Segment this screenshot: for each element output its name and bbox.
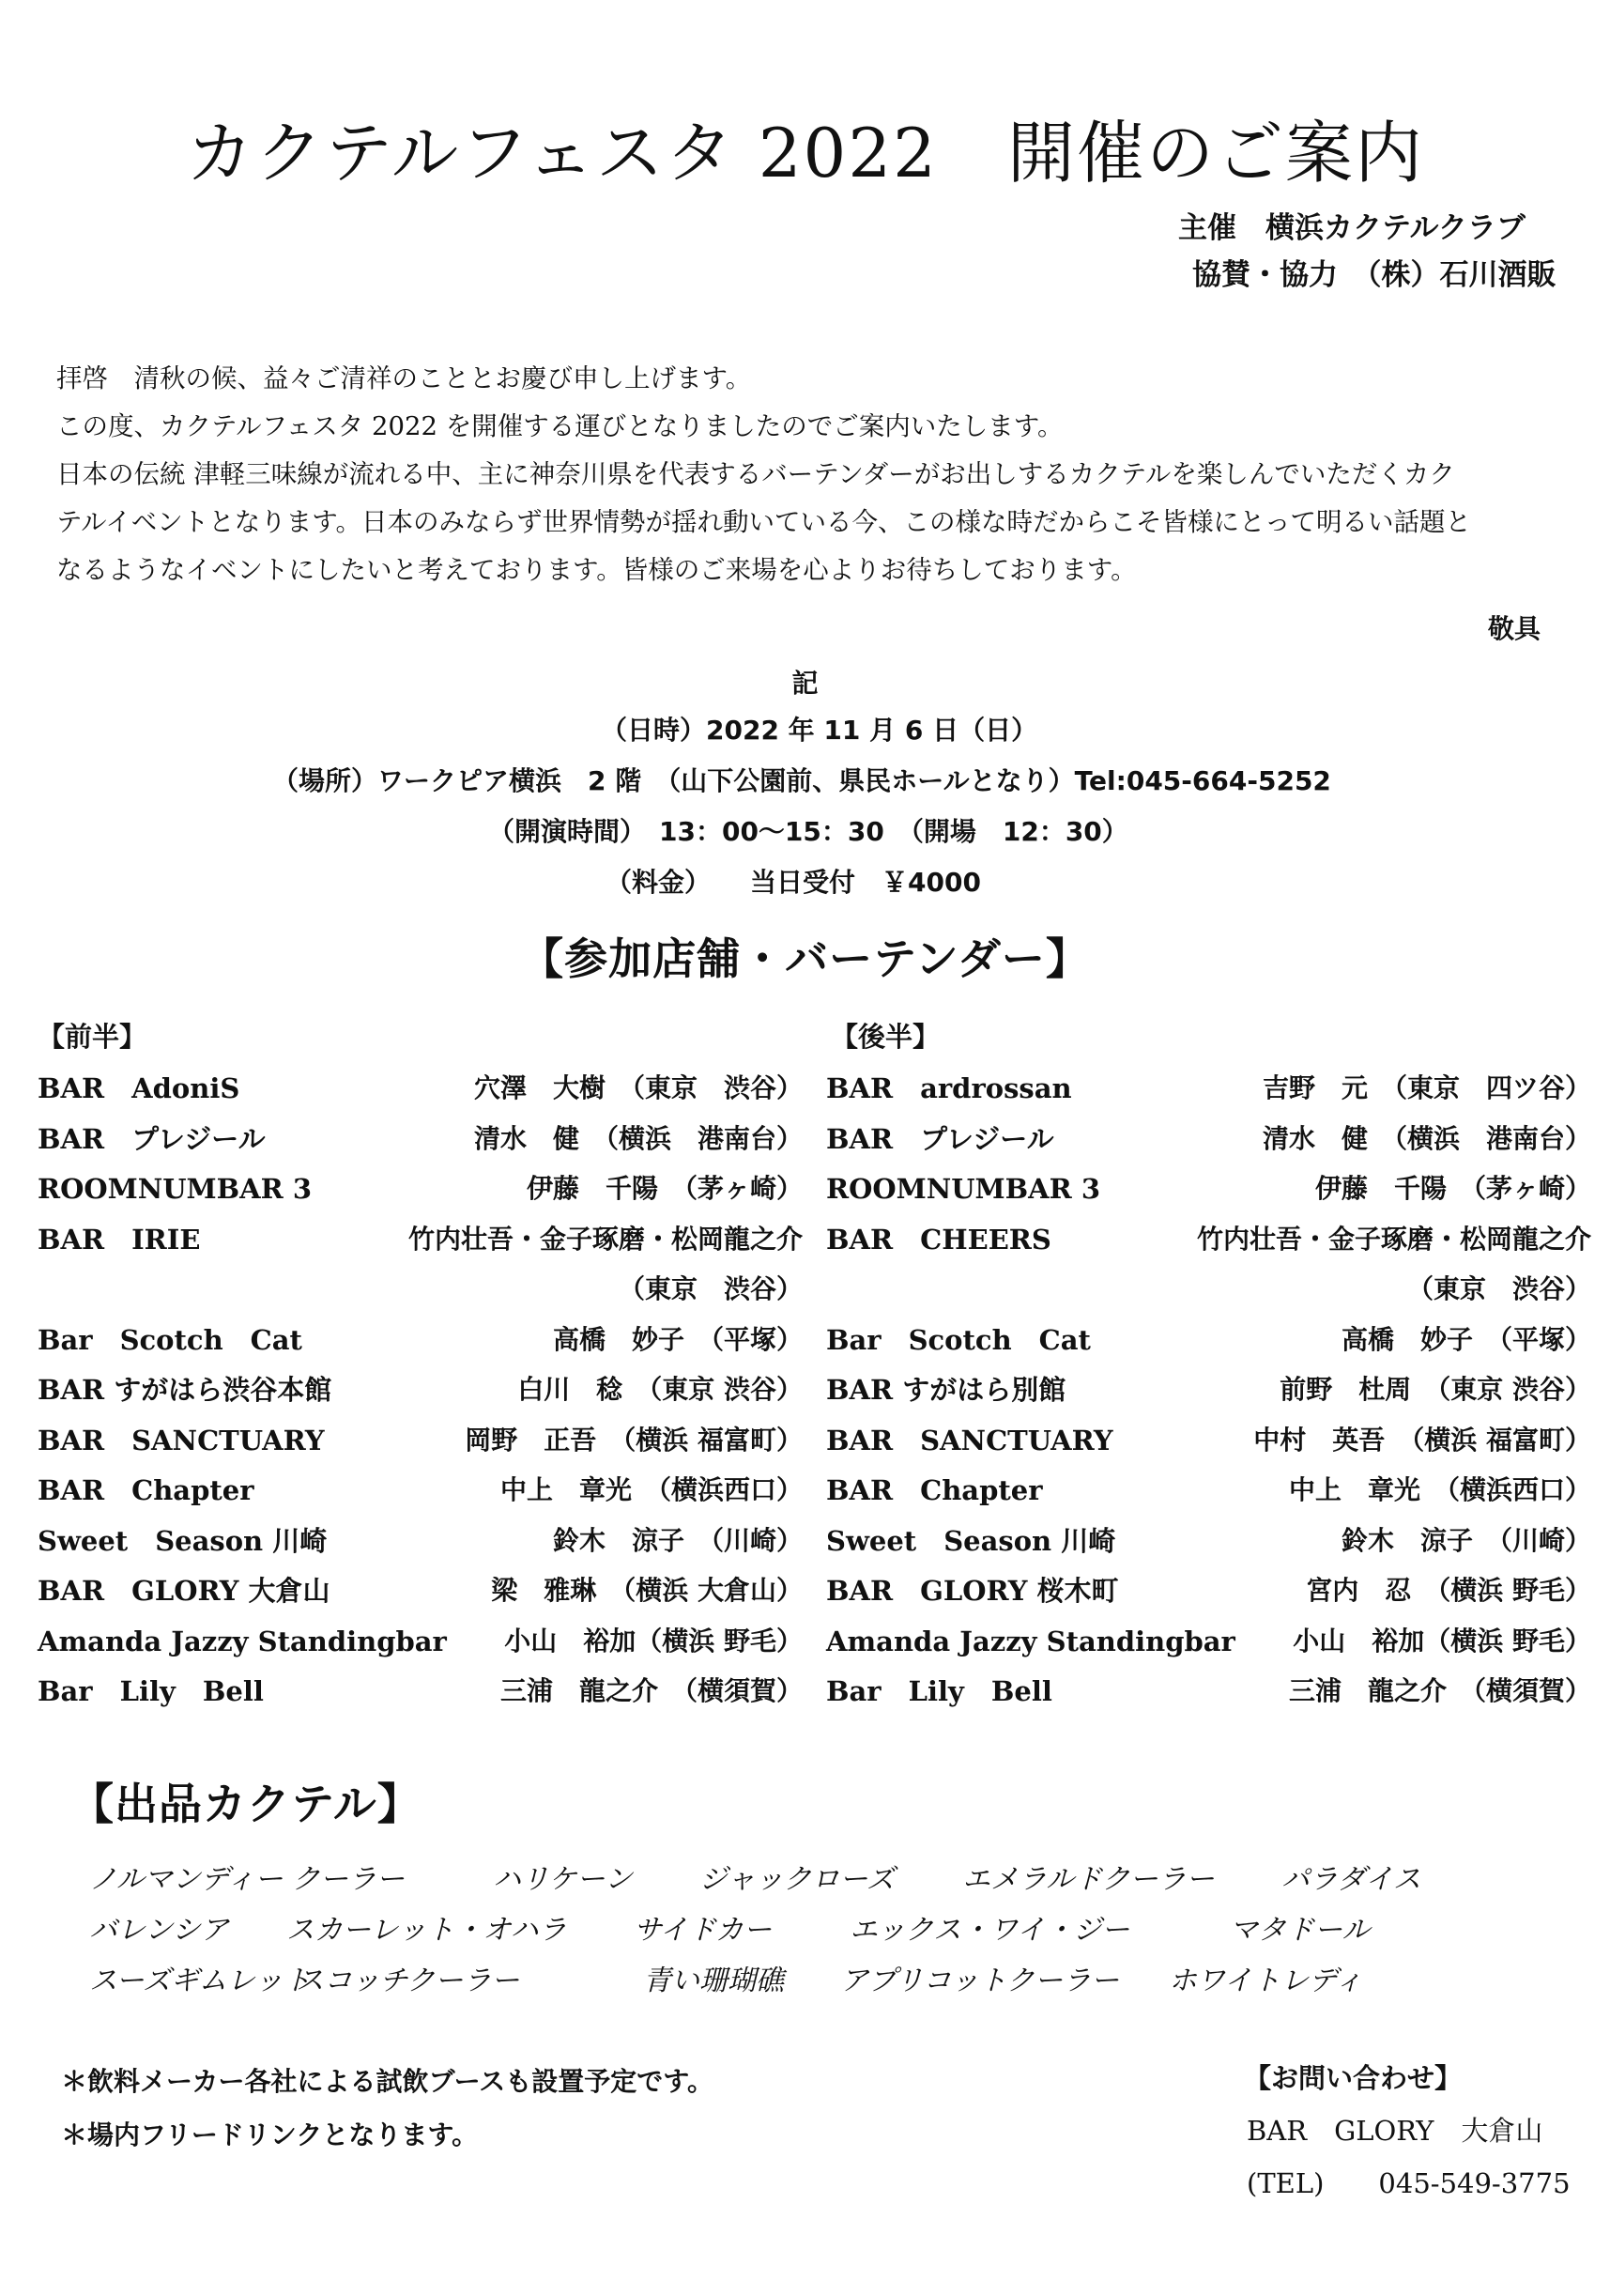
event-venue: （場所）ワークピア横浜 2 階 （山下公園前、県民ホールとなり）Tel:045-664-5252: [272, 765, 1331, 796]
bartender-name: 高橋 妙子 （平塚）: [552, 1323, 803, 1355]
roster-row: [38, 1617, 803, 1666]
greeting-line: 拝啓 清秋の候、益々ご清祥のこととお慶び申し上げます。: [56, 363, 752, 393]
bar-name: Amanda Jazzy Standingbar: [826, 1625, 1235, 1657]
bar-name: Bar Lily Bell: [826, 1675, 1052, 1707]
note-free-drink: ＊場内フリードリンクとなります。: [61, 2119, 479, 2150]
roster-row: [38, 1115, 803, 1163]
bartender-name: 伊藤 千陽 （茅ヶ崎）: [1314, 1173, 1591, 1204]
roster-row: [826, 1566, 1591, 1615]
cocktail-item: エメラルドクーラー: [962, 1863, 1215, 1896]
cocktail-item: ジャックローズ: [699, 1863, 895, 1896]
greeting-paragraph: [56, 355, 1568, 594]
roster-row: [826, 1365, 1591, 1414]
roster-row: [38, 1517, 803, 1565]
bar-name: BAR プレジール: [826, 1122, 1054, 1155]
roster-row: [38, 1265, 803, 1314]
bar-name: Bar Scotch Cat: [38, 1323, 302, 1356]
roster-row: [826, 1316, 1591, 1364]
bartender-name: 竹内壮吾・金子琢磨・松岡龍之介: [407, 1223, 803, 1255]
cocktail-item: サイドカー: [634, 1914, 772, 1947]
bar-name: BAR IRIE: [38, 1223, 201, 1256]
bartender-name: 三浦 龍之介 （横須賀）: [499, 1675, 803, 1706]
cocktail-item: ホワイトレディ: [1169, 1965, 1363, 1997]
host-line: [1178, 208, 1526, 248]
bartender-name: 竹内壮吾・金子琢磨・松岡龍之介: [1196, 1223, 1591, 1255]
roster-row: [826, 1115, 1591, 1163]
bar-name: Sweet Season 川崎: [38, 1524, 328, 1557]
contact-tel: 045-549-3775: [1378, 2167, 1571, 2199]
bartender-name: 鈴木 涼子 （川崎）: [1341, 1524, 1591, 1556]
cocktail-item: エックス・ワイ・ジー: [850, 1914, 1130, 1947]
roster-row: [38, 1316, 803, 1364]
bartender-name: （東京 渋谷）: [618, 1273, 803, 1304]
cocktail-item: 青い珊瑚礁: [643, 1965, 784, 1997]
roster-row: [826, 1064, 1591, 1113]
roster-row: [826, 1265, 1591, 1314]
cocktail-item: パラダイス: [1281, 1863, 1421, 1896]
event-date: （日時）2022 年 11 月 6 日（日）: [601, 715, 1038, 746]
roster-row: [826, 1164, 1591, 1213]
bartender-name: 岡野 正吾 （横浜 福富町）: [465, 1424, 803, 1456]
bartender-name: 穴澤 大樹 （東京 渋谷）: [473, 1072, 803, 1103]
roster-row: [826, 1617, 1591, 1666]
greeting-line: テルイベントとなります。日本のみならず世界情勢が揺れ動いている今、この様な時だからこそ皆様にとって明るい話題と: [56, 507, 1471, 537]
bar-name: BAR すがはら渋谷本館: [38, 1374, 332, 1406]
roster-row: [826, 1517, 1591, 1565]
event-time: （開演時間） 13：00～15：30 （開場 12：30）: [488, 816, 1128, 847]
roster-row: [38, 1667, 803, 1716]
bar-name: BAR SANCTUARY: [38, 1424, 325, 1456]
cocktail-item: アプリコットクーラー: [840, 1965, 1119, 1997]
sponsor-line: [1192, 255, 1556, 295]
bar-name: BAR GLORY 大倉山: [38, 1575, 330, 1607]
roster-row: [826, 1466, 1591, 1515]
host-label: 主催: [1178, 211, 1236, 245]
ki-mark: 記: [791, 668, 819, 699]
bartender-name: 三浦 龍之介 （横須賀）: [1288, 1675, 1591, 1706]
cocktail-item: スカーレット・オハラ: [286, 1914, 567, 1947]
bartender-name: 白川 稔 （東京 渋谷）: [517, 1374, 803, 1405]
cocktail-item: マタドール: [1230, 1914, 1371, 1947]
bar-name: Bar Lily Bell: [38, 1675, 264, 1707]
bar-name: BAR すがはら別館: [826, 1374, 1066, 1406]
bartender-name: 鈴木 涼子 （川崎）: [552, 1524, 803, 1556]
greeting-line: なるようなイベントにしたいと考えております。皆様のご来場を心よりお待ちしております。: [56, 555, 1137, 585]
second-half-roster: [826, 1064, 1591, 1712]
bartender-name: 中上 章光 （横浜西口）: [499, 1474, 803, 1505]
contact-heading: 【お問い合わせ】: [1244, 2062, 1463, 2094]
roster-row: [38, 1566, 803, 1615]
cocktail-item: スーズギムレット: [89, 1965, 312, 1997]
first-half-roster: [38, 1064, 803, 1712]
bar-name: ROOMNUMBAR 3: [38, 1173, 313, 1205]
greeting-line: 日本の伝統 津軽三味線が流れる中、主に神奈川県を代表するバーテンダーがお出しするカクテルを楽しんでいただくカク: [56, 459, 1455, 489]
bar-name: BAR Chapter: [826, 1474, 1043, 1506]
cocktail-list: [89, 1855, 1554, 2014]
bar-name: Bar Scotch Cat: [826, 1323, 1091, 1356]
bartender-name: 梁 雅琳 （横浜 大倉山）: [491, 1575, 803, 1606]
bar-name: BAR AdoniS: [38, 1072, 240, 1104]
roster-row: [826, 1416, 1591, 1465]
roster-row: [38, 1365, 803, 1414]
bartender-name: 小山 裕加（横浜 野毛）: [504, 1625, 803, 1657]
sponsor-name: （株）石川酒販: [1367, 258, 1556, 292]
bartender-name: （東京 渋谷）: [1406, 1273, 1591, 1304]
bartender-name: 高橋 妙子 （平塚）: [1341, 1323, 1591, 1355]
event-fee: （料金） 当日受付 ￥4000: [606, 867, 981, 898]
bartender-name: 小山 裕加（横浜 野毛）: [1293, 1625, 1591, 1657]
sponsor-label: 協賛・協力: [1192, 258, 1338, 292]
bar-name: ROOMNUMBAR 3: [826, 1173, 1101, 1205]
contact-tel-label: (TEL): [1247, 2167, 1325, 2199]
roster-row: [38, 1215, 803, 1264]
roster-row: [38, 1466, 803, 1515]
bar-name: BAR ardrossan: [826, 1072, 1072, 1104]
bartender-name: 吉野 元 （東京 四ツ谷）: [1262, 1072, 1591, 1103]
roster-row: [826, 1215, 1591, 1264]
greeting-line: この度、カクテルフェスタ 2022 を開催する運びとなりましたのでご案内いたします。: [56, 411, 1064, 441]
bartender-name: 中村 英吾 （横浜 福富町）: [1253, 1424, 1591, 1456]
bar-name: BAR プレジール: [38, 1122, 266, 1155]
bartender-name: 清水 健 （横浜 港南台）: [473, 1122, 803, 1154]
participants-heading: 【参加店舗・バーテンダー】: [520, 933, 1090, 984]
page-title: カクテルフェスタ 2022 開催のご案内: [186, 114, 1424, 193]
bar-name: BAR GLORY 桜木町: [826, 1575, 1119, 1607]
bartender-name: 清水 健 （横浜 港南台）: [1262, 1122, 1591, 1154]
bar-name: Sweet Season 川崎: [826, 1524, 1116, 1557]
bartender-name: 前野 杜周 （東京 渋谷）: [1280, 1374, 1591, 1405]
roster-row: [38, 1164, 803, 1213]
bartender-name: 伊藤 千陽 （茅ヶ崎）: [526, 1173, 803, 1204]
contact-name: BAR GLORY 大倉山: [1247, 2115, 1543, 2147]
host-name: 横浜カクテルクラブ: [1265, 211, 1526, 245]
note-tasting-booth: ＊飲料メーカー各社による試飲ブースも設置予定です。: [61, 2066, 713, 2097]
cocktail-item: ハリケーン: [493, 1863, 633, 1896]
bar-name: BAR SANCTUARY: [826, 1424, 1113, 1456]
bar-name: Amanda Jazzy Standingbar: [38, 1625, 447, 1657]
cocktail-item: スコッチクーラー: [296, 1965, 520, 1997]
bartender-name: 中上 章光 （横浜西口）: [1288, 1474, 1591, 1505]
bar-name: BAR Chapter: [38, 1474, 254, 1506]
cocktail-item: バレンシア: [89, 1914, 229, 1947]
cocktail-item: ノルマンディー クーラー: [89, 1863, 405, 1896]
closing-keigu: 敬具: [1488, 613, 1541, 644]
roster-row: [826, 1667, 1591, 1716]
roster-row: [38, 1416, 803, 1465]
cocktails-heading: 【出品カクテル】: [70, 1779, 422, 1829]
roster-row: [38, 1064, 803, 1113]
bar-name: BAR CHEERS: [826, 1223, 1051, 1256]
contact-tel-line: [1247, 2158, 1571, 2209]
second-half-label: 【後半】: [831, 1021, 941, 1053]
first-half-label: 【前半】: [38, 1021, 147, 1053]
bartender-name: 宮内 忍 （横浜 野毛）: [1306, 1575, 1591, 1606]
